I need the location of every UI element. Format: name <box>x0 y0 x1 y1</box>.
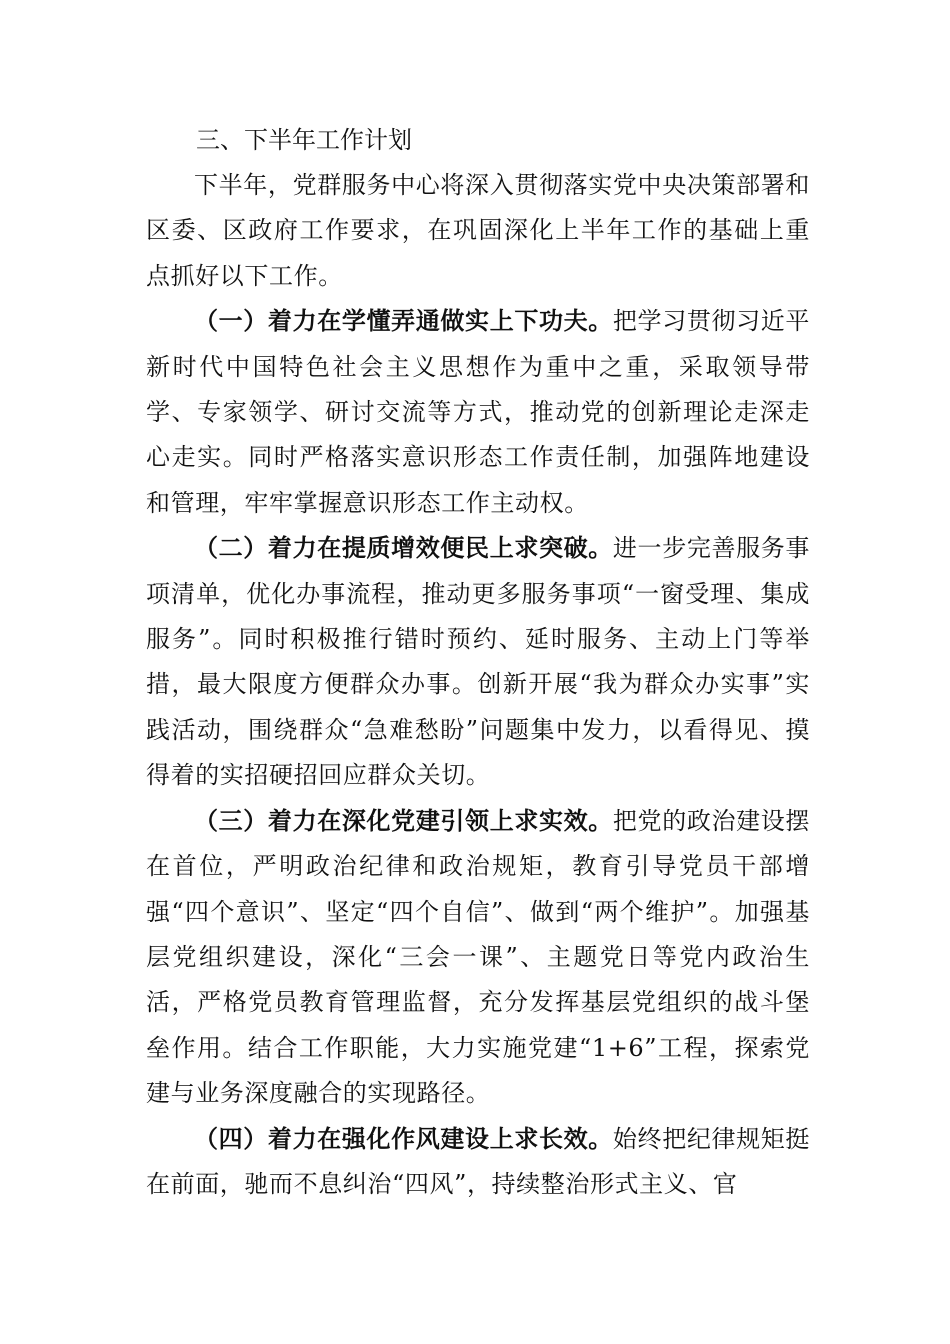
intro-paragraph: 下半年，党群服务中心将深入贯彻落实党中央决策部署和区委、区政府工作要求，在巩固深化上半年工作的基础上重点抓好以下工作。 <box>146 171 810 290</box>
section-heading: 三、下半年工作计划 <box>196 126 412 154</box>
item-paragraph-1 <box>146 299 810 526</box>
item-body-2: 进一步完善服务事项清单，优化办事流程，推动更多服务事项“一窗受理、集成服务”。同时积极推行错时预约、延时服务、主动上门等举措，最大限度方便群众办事。创新开展“我为群众办实事”实践活动，围绕群众“急难愁盼”问题集中发力，以看得见、摸得着的实招硬招回应群众关切。 <box>146 534 810 790</box>
item-lead-2: （二）着力在提质增效便民上求突破。 <box>194 534 613 563</box>
item-paragraph-4 <box>146 1117 810 1208</box>
item-body-1: 把学习贯彻习近平新时代中国特色社会主义思想作为重中之重，采取领导带学、专家领学、研讨交流等方式，推动党的创新理论走深走心走实。同时严格落实意识形态工作责任制，加强阵地建设和管理，牢牢掌握意识形态工作主动权。 <box>146 307 810 517</box>
item-lead-4: （四）着力在强化作风建设上求长效。 <box>194 1124 613 1153</box>
item-paragraph-3 <box>146 799 810 1117</box>
document-body <box>146 118 810 1207</box>
item-body-3: 把党的政治建设摆在首位，严明政治纪律和政治规矩，教育引导党员干部增强“四个意识”、坚定“四个自信”、做到“两个维护”。加强基层党组织建设，深化“三会一课”、主题党日等党内政治生活，严格党员教育管理监督，充分发挥基层党组织的战斗堡垒作用。结合工作职能，大力实施党建“1+6”工程，探索党建与业务深度融合的实现路径。 <box>146 806 810 1108</box>
item-body-4: 始终把纪律规矩挺在前面，驰而不息纠治“四风”，持续整治形式主义、官 <box>146 1124 810 1198</box>
item-paragraph-2 <box>146 526 810 798</box>
item-lead-3: （三）着力在深化党建引领上求实效。 <box>194 806 613 835</box>
item-lead-1: （一）着力在学懂弄通做实上下功夫。 <box>194 307 613 336</box>
